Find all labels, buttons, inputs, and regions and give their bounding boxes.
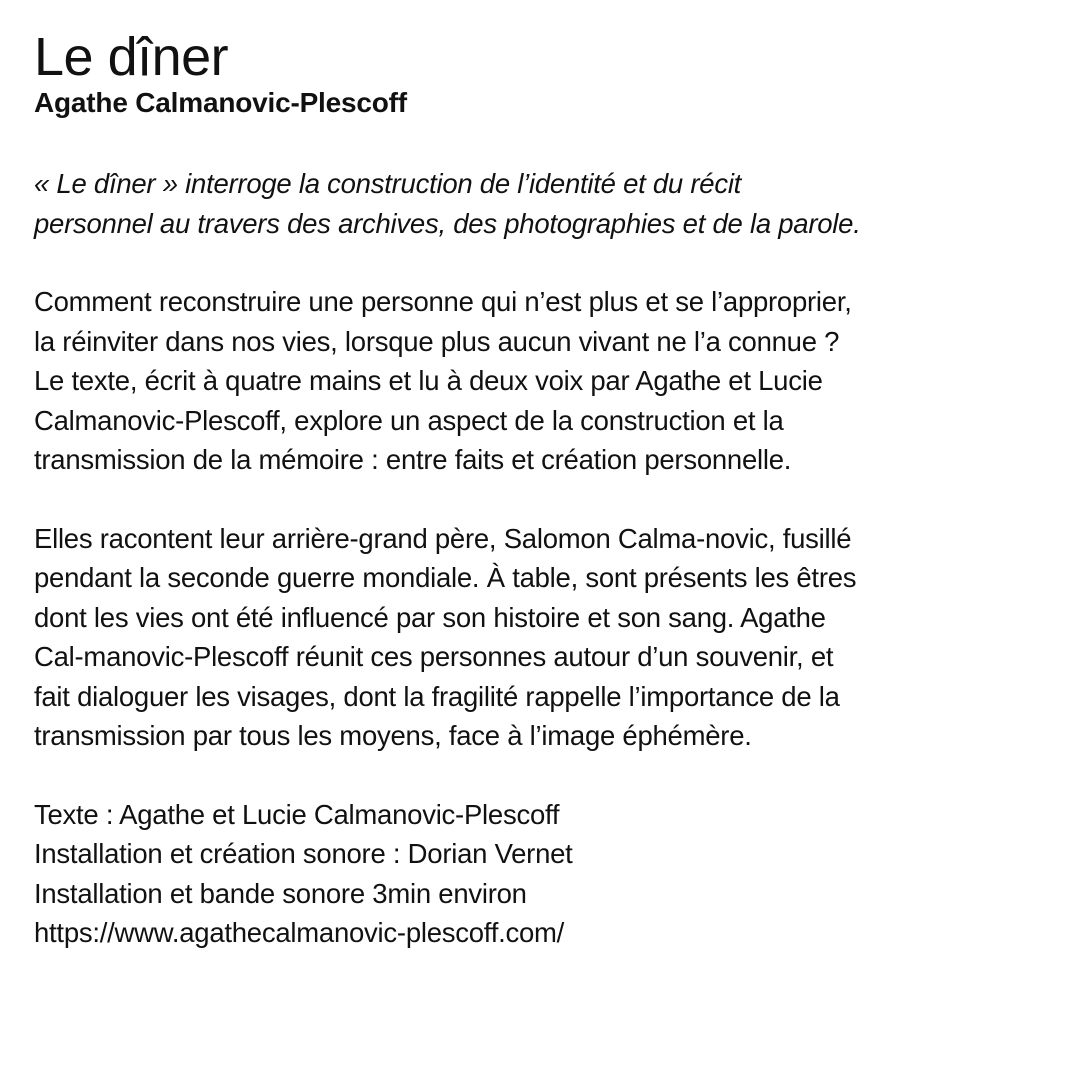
paragraph-line: Elles racontent leur arrière-grand père, Salomon Calma-novic, fusillé — [34, 522, 852, 554]
paragraph-line: transmission par tous les moyens, face à l’image éphémère. — [34, 720, 752, 751]
description-paragraph-2 — [34, 519, 1064, 756]
intro-paragraph — [34, 164, 1064, 243]
page-title: Le dîner — [34, 27, 229, 87]
description-paragraph-1 — [34, 282, 1064, 480]
paragraph-line: fait dialoguer les visages, dont la fragilité rappelle l’importance de la — [34, 680, 840, 712]
intro-line: personnel au travers des archives, des photographies et de la parole. — [34, 207, 861, 239]
credit-text: Texte : Agathe et Lucie Calmanovic-Plescoff — [34, 798, 560, 830]
paragraph-line: Le texte, écrit à quatre mains et lu à deux voix par Agathe et Lucie — [34, 365, 823, 396]
paragraph-line: dont les vies ont été influencé par son histoire et son sang. Agathe — [34, 601, 826, 633]
website-link[interactable]: https://www.agathecalmanovic-plescoff.com/ — [34, 917, 565, 948]
paragraph-line: pendant la seconde guerre mondiale. À table, sont présents les êtres — [34, 562, 857, 593]
paragraph-line: Calmanovic-Plescoff, explore un aspect de la construction et la — [34, 404, 784, 436]
paragraph-line: Cal-manovic-Plescoff réunit ces personnes autour d’un souvenir, et — [34, 641, 834, 672]
paragraph-line: la réinviter dans nos vies, lorsque plus aucun vivant ne l’a connue ? — [34, 325, 840, 357]
intro-line: « Le dîner » interroge la construction de l’identité et du récit — [34, 168, 742, 199]
document-page — [34, 28, 1064, 953]
credits-block — [34, 795, 1064, 953]
paragraph-line: transmission de la mémoire : entre faits et création personnelle. — [34, 444, 792, 475]
artist-name: Agathe Calmanovic-Plescoff — [34, 87, 407, 118]
paragraph-line: Comment reconstruire une personne qui n’est plus et se l’approprier, — [34, 286, 852, 317]
credit-format: Installation et bande sonore 3min environ — [34, 877, 527, 909]
credit-sound: Installation et création sonore : Dorian Vernet — [34, 838, 573, 869]
